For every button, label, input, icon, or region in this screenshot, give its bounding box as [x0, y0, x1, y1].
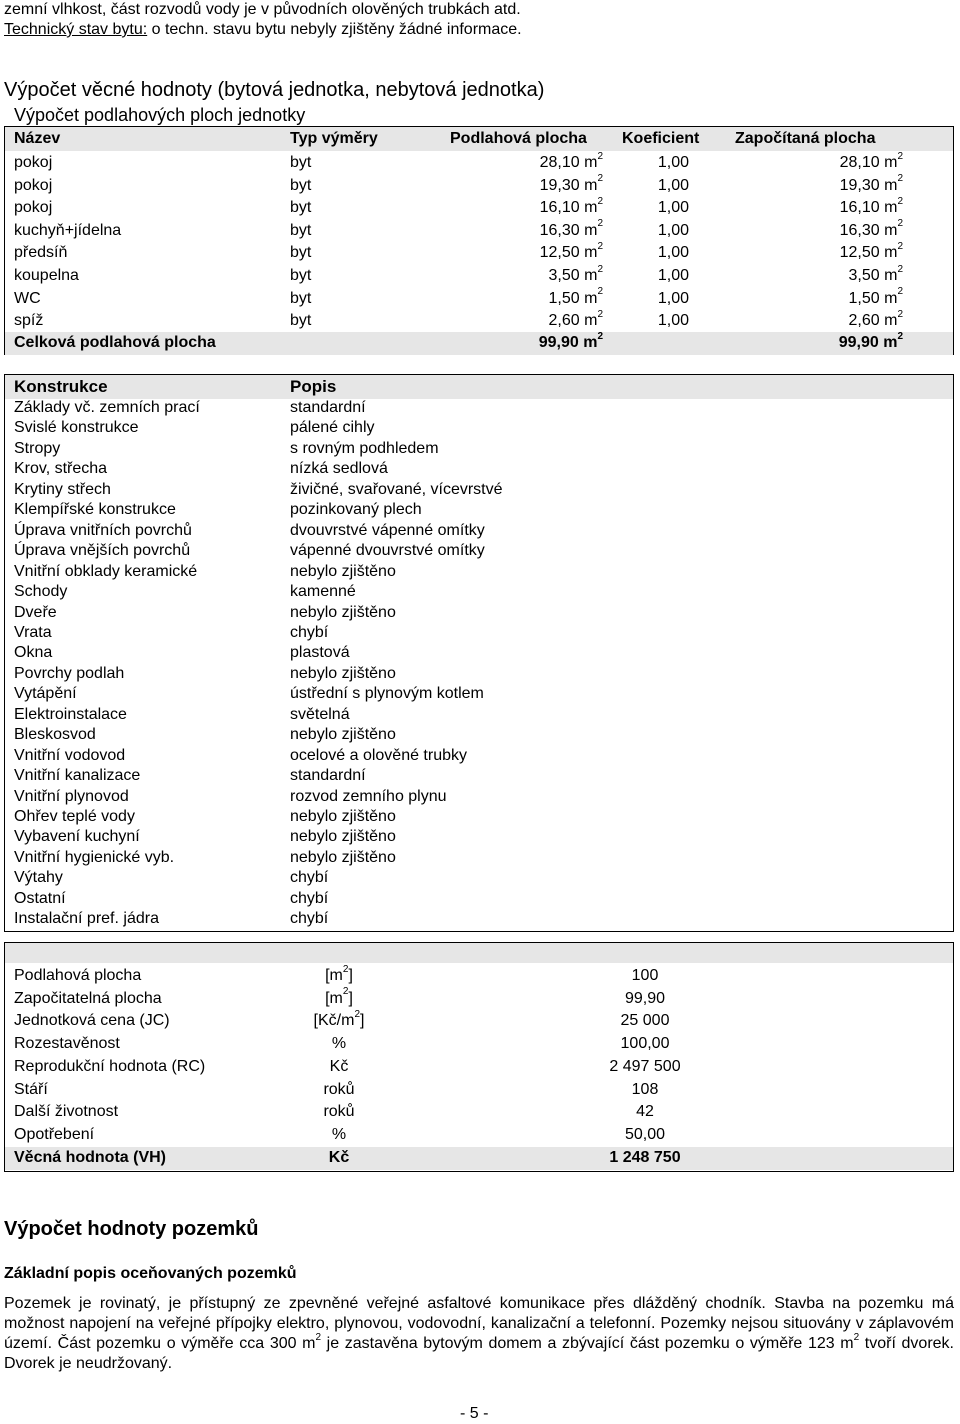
construction-name: Krytiny střech [14, 480, 111, 498]
floor-table-row [5, 220, 953, 243]
intro-line-1: zemní vlhkost, část rozvodů vody je v původních olověných trubkách atd. [4, 1, 521, 18]
value-unit: $[Kč/m^2]$ [313, 1009, 365, 1030]
construction-description: nízká sedlová [290, 460, 388, 478]
construction-name: Vnitřní vodovod [14, 746, 126, 764]
total-label: Celková podlahová plocha [14, 334, 216, 351]
value-unit: Kč [329, 1057, 349, 1075]
value-final-row [5, 1147, 953, 1170]
construction-description: standardní [290, 399, 366, 416]
construction-row [5, 705, 953, 725]
value-amount: 99,90 [624, 989, 666, 1007]
value-table [4, 942, 954, 1172]
cell-name: pokoj [14, 176, 53, 194]
construction-description: živičné, svařované, vícevrstvé [290, 480, 503, 498]
construction-description: rozvod zemního plynu [290, 787, 447, 805]
construction-description: nebylo zjištěno [290, 828, 396, 846]
cell-name: předsíň [14, 244, 68, 262]
cell-type: byt [290, 199, 312, 217]
construction-description: chybí [290, 869, 329, 887]
construction-description: nebylo zjištěno [290, 603, 396, 621]
construction-row [5, 766, 953, 786]
value-unit: roků [323, 1080, 355, 1098]
construction-description: nebylo zjištěno [290, 808, 396, 825]
construction-name: Okna [14, 644, 53, 662]
construction-name: Ostatní [14, 889, 66, 907]
intro-label: Technický stav bytu: [4, 21, 148, 38]
cell-area: 16,10 $m^2$ [539, 195, 603, 217]
construction-description: nebylo zjištěno [290, 726, 396, 744]
construction-row [5, 868, 953, 888]
value-unit: $[m^2]$ [325, 963, 353, 984]
construction-row [5, 889, 953, 909]
cell-counted: 12,50 $m^2$ [839, 241, 903, 262]
value-label: Započitatelná plocha [14, 989, 162, 1007]
value-amount: 2 497 500 [609, 1057, 681, 1075]
cell-counted: 3,50 $m^2$ [848, 263, 903, 284]
construction-description: nebylo zjištěno [290, 562, 396, 580]
value-label: Stáří [14, 1080, 48, 1098]
land-paragraph: Pozemek je rovinatý, je přístupný ze zpevněné veřejné asfaltové komunikace přes dlážděný chodník. Stavba na pozemku má možnost napojení na veřejné přípojky elektro, plynovou, vodovodní, kanalizační a telefonní. Pozemky nejsou situovány v záplavovém území. Část pozemku o výměře cca 300 $m^2$ je zastavěna bytovým domem a zbývající část pozemku o výměře 123 $m^2$ tvoří dvorek. Dvorek je neudržovaný. [4, 1295, 954, 1372]
construction-table [4, 374, 954, 932]
cell-type: byt [290, 154, 312, 171]
construction-row [5, 664, 953, 684]
cell-area: 28,10 $m^2$ [539, 150, 603, 171]
construction-description: pozinkovaný plech [290, 501, 422, 519]
heading-land-sub: Základní popis oceňovaných pozemků [4, 1265, 297, 1282]
value-label: Rozestavěnost [14, 1035, 120, 1053]
construction-row [5, 684, 953, 704]
value-label: Další životnost [14, 1103, 119, 1121]
value-label: Opotřebení [14, 1125, 95, 1143]
construction-name: Úprava vnitřních povrchů [14, 521, 192, 539]
value-label: Reprodukční hodnota (RC) [14, 1057, 206, 1075]
construction-name: Krov, střecha [14, 460, 108, 478]
cell-counted: 2,60 $m^2$ [848, 308, 903, 330]
construction-description: ústřední s plynovým kotlem [290, 685, 484, 703]
value-unit: % [331, 1125, 347, 1143]
cell-type: byt [290, 267, 312, 284]
header-description: Popis [290, 377, 337, 396]
floor-table-row [5, 152, 953, 175]
value-amount: 42 [636, 1103, 654, 1121]
construction-description: nebylo zjištěno [290, 848, 396, 866]
value-row [5, 1056, 953, 1079]
construction-header [5, 377, 953, 397]
value-row [5, 1033, 953, 1056]
construction-row [5, 500, 953, 520]
cell-coef: 1,00 [657, 221, 689, 239]
construction-row [5, 439, 953, 459]
cell-coef: 1,00 [657, 176, 689, 194]
heading-main: Výpočet věcné hodnoty (bytová jednotka, nebytová jednotka) [4, 79, 545, 101]
cell-type: byt [290, 244, 312, 262]
construction-description: ocelové a olověné trubky [290, 746, 467, 764]
construction-row [5, 848, 953, 868]
construction-name: Vnitřní obklady keramické [14, 562, 198, 580]
cell-name: pokoj [14, 199, 53, 217]
value-row [5, 1010, 953, 1033]
cell-name: koupelna [14, 267, 79, 284]
cell-area: 19,30 $m^2$ [539, 173, 603, 194]
cell-counted: 28,10 $m^2$ [839, 150, 903, 171]
value-header-bg [5, 943, 953, 963]
construction-description: plastová [290, 644, 350, 662]
value-unit: roků [323, 1103, 355, 1121]
final-unit: Kč [328, 1149, 350, 1166]
construction-name: Ohřev teplé vody [14, 808, 135, 825]
value-label: Podlahová plocha [14, 967, 142, 984]
construction-name: Vnitřní hygienické vyb. [14, 848, 175, 866]
cell-area: 2,60 $m^2$ [548, 308, 603, 330]
construction-name: Základy vč. zemních prací [14, 399, 200, 416]
value-amount: 25 000 [620, 1012, 670, 1030]
header-counted: Započítaná plocha [735, 130, 876, 147]
cell-coef: 1,00 [657, 199, 689, 217]
construction-row [5, 562, 953, 582]
cell-type: byt [290, 221, 312, 239]
construction-name: Úprava vnějších povrchů [14, 542, 191, 560]
construction-description: chybí [290, 889, 329, 907]
construction-name: Vnitřní kanalizace [14, 767, 141, 785]
header-type: Typ výměry [290, 130, 378, 147]
construction-name: Instalační pref. jádra [14, 910, 159, 928]
total-area: 99,90 $m^2$ [538, 330, 603, 351]
floor-total-row [5, 332, 953, 355]
floor-table-row [5, 288, 953, 311]
cell-name: WC [14, 289, 41, 307]
value-amount: 100 [631, 967, 659, 984]
header-name: Název [14, 130, 61, 147]
construction-description: chybí [290, 910, 329, 928]
value-amount: 108 [631, 1080, 659, 1098]
value-unit: % [331, 1035, 347, 1053]
construction-row [5, 909, 953, 929]
value-amount: 50,00 [624, 1125, 666, 1143]
floor-table-row [5, 310, 953, 333]
cell-counted: 1,50 $m^2$ [848, 286, 903, 307]
construction-description: kamenné [290, 583, 356, 601]
cell-name: pokoj [14, 154, 53, 171]
construction-description: vápenné dvouvrstvé omítky [290, 542, 485, 560]
floor-table-row [5, 197, 953, 220]
heading-sub: Výpočet podlahových ploch jednotky [14, 105, 306, 125]
construction-row [5, 459, 953, 479]
construction-row [5, 418, 953, 438]
cell-counted: 19,30 $m^2$ [839, 173, 903, 194]
floor-table-row [5, 242, 953, 265]
construction-description: s rovným podhledem [290, 439, 439, 457]
cell-type: byt [290, 176, 312, 194]
intro-value: o techn. stavu bytu nebyly zjištěny žádné informace. [147, 21, 522, 38]
cell-name: spíž [14, 312, 44, 330]
construction-row [5, 623, 953, 643]
construction-name: Vybavení kuchyní [14, 828, 140, 846]
construction-row [5, 725, 953, 745]
value-unit: $[m^2]$ [325, 986, 353, 1007]
total-counted: 99,90 $m^2$ [838, 330, 903, 351]
floor-table-header [5, 128, 953, 151]
construction-row [5, 787, 953, 807]
construction-name: Dveře [14, 603, 57, 621]
construction-row [5, 807, 953, 827]
intro-text [4, 0, 522, 40]
final-value: 1 248 750 [609, 1149, 681, 1166]
heading-land: Výpočet hodnoty pozemků [4, 1218, 259, 1240]
cell-counted: 16,10 $m^2$ [839, 195, 903, 217]
cell-coef: 1,00 [657, 267, 689, 284]
cell-coef: 1,00 [657, 154, 689, 171]
construction-row [5, 643, 953, 663]
construction-description: standardní [290, 767, 366, 785]
cell-area: 3,50 $m^2$ [548, 263, 603, 284]
header-construction: Konstrukce [14, 377, 108, 396]
cell-name: kuchyň+jídelna [14, 221, 122, 239]
cell-coef: 1,00 [657, 244, 689, 262]
value-row [5, 965, 953, 988]
floor-table-row [5, 265, 953, 288]
cell-area: 16,30 $m^2$ [539, 218, 603, 239]
construction-row [5, 521, 953, 541]
cell-type: byt [290, 289, 312, 307]
floor-table-row [5, 175, 953, 198]
header-area: Podlahová plocha [450, 130, 587, 147]
construction-name: Vnitřní plynovod [14, 787, 129, 805]
construction-name: Stropy [14, 439, 61, 457]
construction-name: Povrchy podlah [14, 664, 125, 682]
construction-row [5, 398, 953, 418]
construction-description: chybí [290, 623, 329, 641]
construction-row [5, 746, 953, 766]
construction-name: Schody [14, 583, 68, 601]
construction-description: nebylo zjištěno [290, 664, 396, 682]
construction-description: světelná [290, 705, 350, 723]
construction-description: dvouvrstvé vápenné omítky [290, 521, 485, 539]
cell-area: 12,50 $m^2$ [539, 241, 603, 262]
value-amount: 100,00 [620, 1035, 670, 1053]
construction-name: Klempířské konstrukce [14, 501, 176, 519]
intro-line-2 [4, 20, 522, 40]
floor-area-table [4, 126, 954, 355]
construction-row [5, 603, 953, 623]
construction-row [5, 582, 953, 602]
construction-name: Vrata [14, 623, 52, 641]
value-row [5, 1101, 953, 1124]
value-row [5, 1079, 953, 1102]
construction-name: Bleskosvod [14, 726, 96, 744]
cell-coef: 1,00 [657, 289, 689, 307]
construction-name: Vytápění [14, 685, 77, 703]
construction-name: Elektroinstalace [14, 705, 127, 723]
page-number: - 5 - [460, 1405, 489, 1422]
construction-name: Výtahy [14, 869, 63, 887]
value-row [5, 988, 953, 1011]
construction-description: pálené cihly [290, 419, 375, 437]
cell-counted: 16,30 $m^2$ [839, 218, 903, 239]
header-coef: Koeficient [622, 130, 700, 147]
construction-row [5, 541, 953, 561]
cell-type: byt [290, 312, 312, 330]
construction-row [5, 480, 953, 500]
cell-coef: 1,00 [657, 312, 689, 330]
value-row [5, 1124, 953, 1147]
value-label: Jednotková cena (JC) [14, 1012, 170, 1030]
cell-area: 1,50 $m^2$ [548, 286, 603, 307]
construction-row [5, 827, 953, 847]
final-label: Věcná hodnota (VH) [14, 1149, 167, 1166]
construction-name: Svislé konstrukce [14, 419, 139, 437]
